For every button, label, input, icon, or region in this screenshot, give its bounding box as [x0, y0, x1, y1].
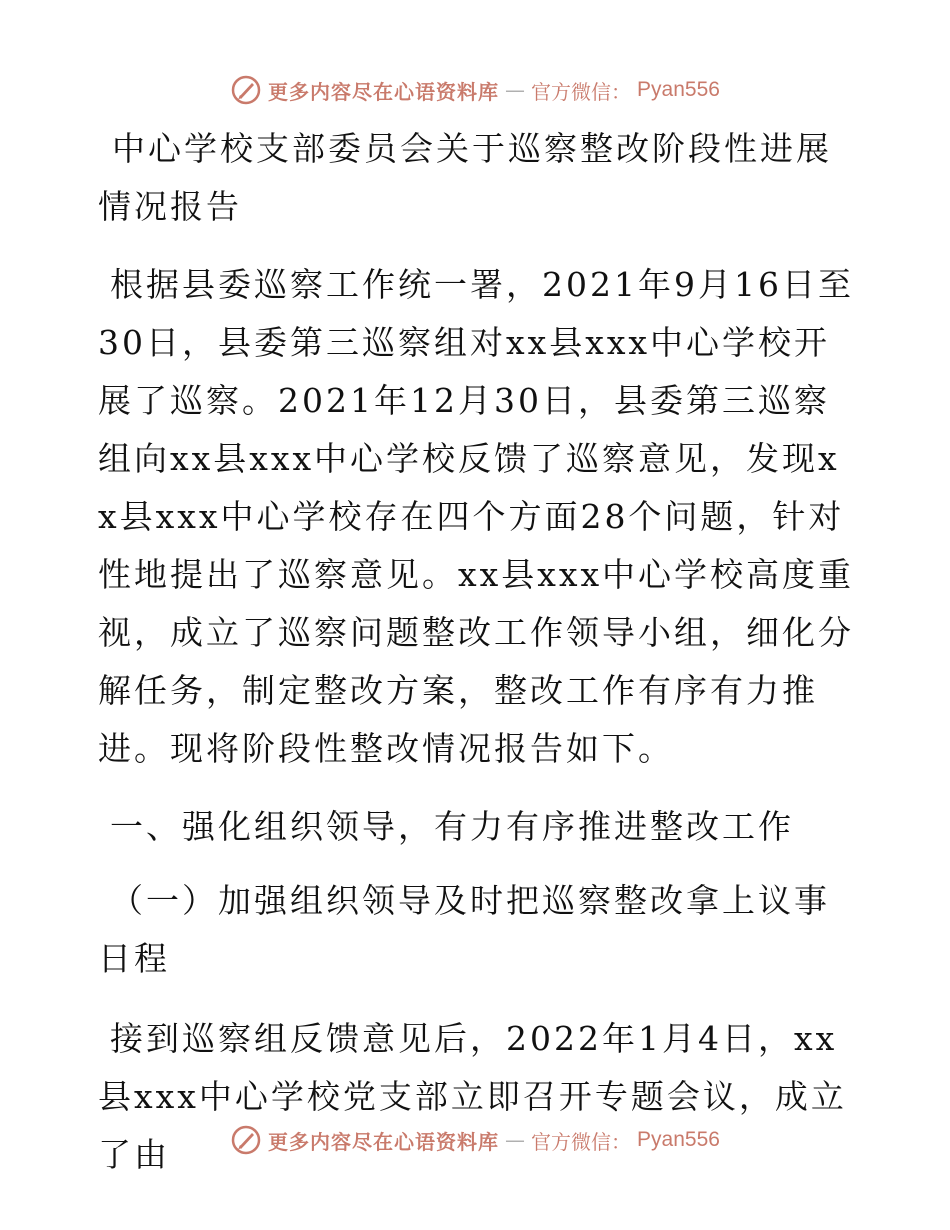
watermark-official: 官方微信：: [531, 79, 632, 104]
watermark-text: 更多内容尽在心语资料库: [268, 79, 500, 104]
header-watermark: [0, 70, 950, 110]
document-title: 中心学校支部委员会关于巡察整改阶段性进展情况报告: [98, 129, 832, 226]
watermark-dash: —: [505, 1128, 526, 1152]
quill-logo-icon: [230, 1124, 262, 1156]
watermark-official: 官方微信：: [531, 1129, 632, 1154]
watermark-handle: Pyan556: [637, 1128, 720, 1151]
subsection-heading-1: （一）加强组织领导及时把巡察整改拿上议事日程: [98, 881, 830, 978]
watermark-handle: Pyan556: [637, 78, 720, 101]
quill-logo-icon: [230, 74, 262, 106]
watermark-dash: —: [505, 78, 526, 102]
watermark-text: 更多内容尽在心语资料库: [268, 1129, 500, 1154]
footer-watermark: [0, 1120, 950, 1160]
document-body: [98, 120, 858, 1204]
section-heading-1: 一、强化组织领导，有力有序推进整改工作: [110, 807, 794, 846]
paragraph-2: 接到巡察组反馈意见后，2022年1月4日，xx县xxx中心学校党支部立即召开专题会议，成立了由: [98, 1019, 847, 1174]
paragraph-intro: 根据县委巡察工作统一署，2021年9月16日至30日，县委第三巡察组对xx县xxx中心学校开展了巡察。2021年12月30日，县委第三巡察组向xx县xxx中心学校反馈了巡察意见，发现xx县xxx中心学校存在四个方面28个问题，针对性地提出了巡察意见。xx县xxx中心学校高度重视，成立了巡察问题整改工作领导小组，细化分解任务，制定整改方案，整改工作有序有力推进。现将阶段性整改情况报告如下。: [98, 265, 855, 768]
